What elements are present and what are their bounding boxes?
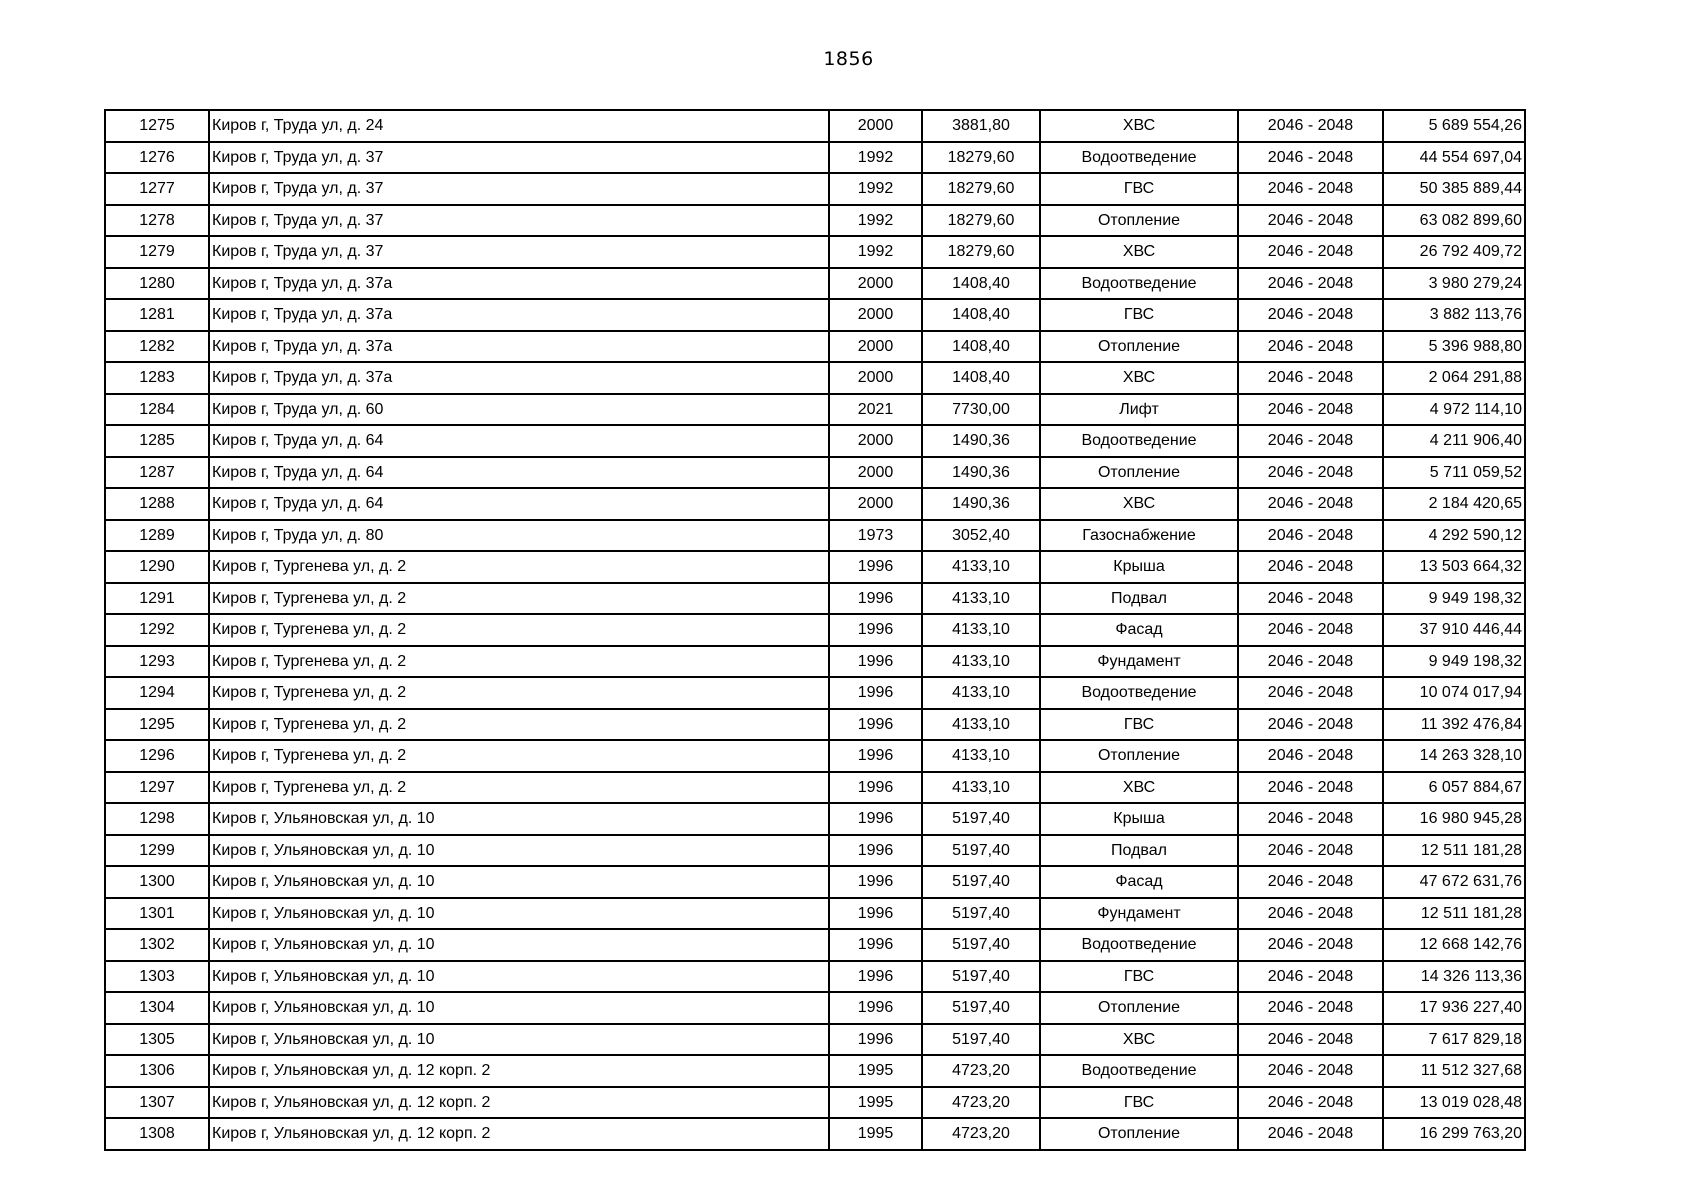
work-type-cell: ХВС [1040,1024,1238,1056]
table-row [105,709,1525,741]
area-cell: 5197,40 [922,961,1040,993]
address-cell: Киров г, Ульяновская ул, д. 10 [209,866,829,898]
row-number-cell: 1296 [105,740,209,772]
row-number-cell: 1300 [105,866,209,898]
table-row [105,835,1525,867]
row-number-cell: 1298 [105,803,209,835]
address-cell: Киров г, Ульяновская ул, д. 10 [209,803,829,835]
address-cell: Киров г, Труда ул, д. 37 [209,142,829,174]
table-row [105,236,1525,268]
cost-cell: 4 972 114,10 [1383,394,1525,426]
period-cell: 2046 - 2048 [1238,488,1383,520]
year-built-cell: 2000 [829,268,922,300]
row-number-cell: 1306 [105,1055,209,1087]
period-cell: 2046 - 2048 [1238,1087,1383,1119]
year-built-cell: 1996 [829,835,922,867]
table-row [105,929,1525,961]
table-row [105,1087,1525,1119]
work-type-cell: Фасад [1040,614,1238,646]
area-cell: 4133,10 [922,583,1040,615]
work-type-cell: Газоснабжение [1040,520,1238,552]
period-cell: 2046 - 2048 [1238,740,1383,772]
period-cell: 2046 - 2048 [1238,331,1383,363]
year-built-cell: 1996 [829,740,922,772]
period-cell: 2046 - 2048 [1238,142,1383,174]
work-type-cell: Водоотведение [1040,425,1238,457]
row-number-cell: 1304 [105,992,209,1024]
cost-cell: 6 057 884,67 [1383,772,1525,804]
year-built-cell: 2000 [829,331,922,363]
work-type-cell: Отопление [1040,1118,1238,1150]
row-number-cell: 1279 [105,236,209,268]
table-row [105,583,1525,615]
period-cell: 2046 - 2048 [1238,866,1383,898]
address-cell: Киров г, Тургенева ул, д. 2 [209,646,829,678]
area-cell: 1490,36 [922,457,1040,489]
work-type-cell: ГВС [1040,299,1238,331]
address-cell: Киров г, Ульяновская ул, д. 12 корп. 2 [209,1087,829,1119]
work-type-cell: ГВС [1040,1087,1238,1119]
address-cell: Киров г, Труда ул, д. 37 [209,205,829,237]
row-number-cell: 1278 [105,205,209,237]
year-built-cell: 1996 [829,646,922,678]
row-number-cell: 1302 [105,929,209,961]
table-row [105,866,1525,898]
cost-cell: 11 392 476,84 [1383,709,1525,741]
period-cell: 2046 - 2048 [1238,394,1383,426]
work-type-cell: Отопление [1040,457,1238,489]
address-cell: Киров г, Тургенева ул, д. 2 [209,709,829,741]
work-type-cell: ХВС [1040,362,1238,394]
cost-cell: 11 512 327,68 [1383,1055,1525,1087]
area-cell: 5197,40 [922,835,1040,867]
cost-cell: 12 511 181,28 [1383,898,1525,930]
period-cell: 2046 - 2048 [1238,299,1383,331]
period-cell: 2046 - 2048 [1238,614,1383,646]
period-cell: 2046 - 2048 [1238,898,1383,930]
address-cell: Киров г, Труда ул, д. 60 [209,394,829,426]
address-cell: Киров г, Ульяновская ул, д. 10 [209,929,829,961]
cost-cell: 14 263 328,10 [1383,740,1525,772]
year-built-cell: 1995 [829,1118,922,1150]
table-row [105,457,1525,489]
address-cell: Киров г, Труда ул, д. 37 [209,236,829,268]
table-row [105,362,1525,394]
cost-cell: 16 299 763,20 [1383,1118,1525,1150]
cost-cell: 12 511 181,28 [1383,835,1525,867]
period-cell: 2046 - 2048 [1238,992,1383,1024]
year-built-cell: 1996 [829,772,922,804]
area-cell: 4723,20 [922,1118,1040,1150]
address-cell: Киров г, Ульяновская ул, д. 10 [209,835,829,867]
work-type-cell: Водоотведение [1040,929,1238,961]
work-type-cell: Фундамент [1040,898,1238,930]
cost-cell: 16 980 945,28 [1383,803,1525,835]
work-type-cell: ХВС [1040,772,1238,804]
table-row [105,677,1525,709]
table-row [105,898,1525,930]
work-type-cell: Отопление [1040,992,1238,1024]
area-cell: 5197,40 [922,866,1040,898]
table-row [105,614,1525,646]
row-number-cell: 1303 [105,961,209,993]
row-number-cell: 1291 [105,583,209,615]
cost-cell: 14 326 113,36 [1383,961,1525,993]
table-row [105,205,1525,237]
year-built-cell: 1995 [829,1055,922,1087]
row-number-cell: 1301 [105,898,209,930]
work-type-cell: ГВС [1040,961,1238,993]
row-number-cell: 1282 [105,331,209,363]
year-built-cell: 1996 [829,677,922,709]
cost-cell: 13 019 028,48 [1383,1087,1525,1119]
year-built-cell: 1992 [829,205,922,237]
cost-cell: 4 211 906,40 [1383,425,1525,457]
year-built-cell: 1996 [829,929,922,961]
address-cell: Киров г, Ульяновская ул, д. 10 [209,961,829,993]
table-row [105,803,1525,835]
table-row [105,173,1525,205]
period-cell: 2046 - 2048 [1238,268,1383,300]
address-cell: Киров г, Ульяновская ул, д. 12 корп. 2 [209,1055,829,1087]
row-number-cell: 1308 [105,1118,209,1150]
period-cell: 2046 - 2048 [1238,362,1383,394]
cost-cell: 50 385 889,44 [1383,173,1525,205]
period-cell: 2046 - 2048 [1238,709,1383,741]
cost-cell: 9 949 198,32 [1383,646,1525,678]
work-type-cell: Фундамент [1040,646,1238,678]
year-built-cell: 1992 [829,173,922,205]
year-built-cell: 2000 [829,488,922,520]
address-cell: Киров г, Тургенева ул, д. 2 [209,583,829,615]
year-built-cell: 1996 [829,898,922,930]
year-built-cell: 1996 [829,583,922,615]
address-cell: Киров г, Труда ул, д. 37а [209,268,829,300]
table-row [105,394,1525,426]
address-cell: Киров г, Тургенева ул, д. 2 [209,740,829,772]
row-number-cell: 1283 [105,362,209,394]
area-cell: 7730,00 [922,394,1040,426]
area-cell: 5197,40 [922,1024,1040,1056]
area-cell: 1408,40 [922,331,1040,363]
work-type-cell: Подвал [1040,583,1238,615]
area-cell: 4133,10 [922,677,1040,709]
work-type-cell: Крыша [1040,551,1238,583]
table-row [105,425,1525,457]
row-number-cell: 1276 [105,142,209,174]
cost-cell: 17 936 227,40 [1383,992,1525,1024]
area-cell: 3881,80 [922,110,1040,142]
year-built-cell: 2021 [829,394,922,426]
area-cell: 1408,40 [922,362,1040,394]
table-row [105,740,1525,772]
table-body [105,110,1525,1150]
period-cell: 2046 - 2048 [1238,1024,1383,1056]
row-number-cell: 1299 [105,835,209,867]
row-number-cell: 1287 [105,457,209,489]
work-type-cell: Фасад [1040,866,1238,898]
address-cell: Киров г, Труда ул, д. 37а [209,331,829,363]
address-cell: Киров г, Труда ул, д. 24 [209,110,829,142]
area-cell: 18279,60 [922,236,1040,268]
row-number-cell: 1297 [105,772,209,804]
area-cell: 1408,40 [922,268,1040,300]
table-row [105,299,1525,331]
work-type-cell: Водоотведение [1040,268,1238,300]
work-type-cell: ХВС [1040,236,1238,268]
period-cell: 2046 - 2048 [1238,425,1383,457]
cost-cell: 63 082 899,60 [1383,205,1525,237]
year-built-cell: 1992 [829,142,922,174]
table-row [105,110,1525,142]
work-type-cell: ГВС [1040,173,1238,205]
row-number-cell: 1277 [105,173,209,205]
year-built-cell: 1996 [829,709,922,741]
address-cell: Киров г, Тургенева ул, д. 2 [209,551,829,583]
cost-cell: 3 980 279,24 [1383,268,1525,300]
row-number-cell: 1292 [105,614,209,646]
period-cell: 2046 - 2048 [1238,646,1383,678]
area-cell: 1408,40 [922,299,1040,331]
table-row [105,992,1525,1024]
work-type-cell: Подвал [1040,835,1238,867]
period-cell: 2046 - 2048 [1238,520,1383,552]
area-cell: 5197,40 [922,803,1040,835]
table-row [105,520,1525,552]
cost-cell: 12 668 142,76 [1383,929,1525,961]
period-cell: 2046 - 2048 [1238,173,1383,205]
table-row [105,646,1525,678]
work-type-cell: Отопление [1040,331,1238,363]
period-cell: 2046 - 2048 [1238,961,1383,993]
work-type-cell: Лифт [1040,394,1238,426]
period-cell: 2046 - 2048 [1238,1118,1383,1150]
cost-cell: 4 292 590,12 [1383,520,1525,552]
year-built-cell: 1996 [829,992,922,1024]
table-row [105,772,1525,804]
period-cell: 2046 - 2048 [1238,772,1383,804]
cost-cell: 3 882 113,76 [1383,299,1525,331]
area-cell: 5197,40 [922,898,1040,930]
period-cell: 2046 - 2048 [1238,205,1383,237]
period-cell: 2046 - 2048 [1238,583,1383,615]
area-cell: 4133,10 [922,646,1040,678]
row-number-cell: 1280 [105,268,209,300]
year-built-cell: 2000 [829,425,922,457]
work-type-cell: Отопление [1040,740,1238,772]
cost-cell: 7 617 829,18 [1383,1024,1525,1056]
work-type-cell: Водоотведение [1040,142,1238,174]
cost-cell: 5 396 988,80 [1383,331,1525,363]
area-cell: 18279,60 [922,205,1040,237]
cost-cell: 5 689 554,26 [1383,110,1525,142]
year-built-cell: 1996 [829,961,922,993]
address-cell: Киров г, Ульяновская ул, д. 12 корп. 2 [209,1118,829,1150]
data-table [104,109,1526,1151]
period-cell: 2046 - 2048 [1238,835,1383,867]
area-cell: 18279,60 [922,142,1040,174]
cost-cell: 44 554 697,04 [1383,142,1525,174]
address-cell: Киров г, Ульяновская ул, д. 10 [209,992,829,1024]
address-cell: Киров г, Труда ул, д. 37а [209,362,829,394]
row-number-cell: 1289 [105,520,209,552]
address-cell: Киров г, Тургенева ул, д. 2 [209,614,829,646]
row-number-cell: 1288 [105,488,209,520]
table-row [105,961,1525,993]
year-built-cell: 1992 [829,236,922,268]
row-number-cell: 1294 [105,677,209,709]
cost-cell: 2 064 291,88 [1383,362,1525,394]
row-number-cell: 1284 [105,394,209,426]
cost-cell: 10 074 017,94 [1383,677,1525,709]
year-built-cell: 2000 [829,110,922,142]
year-built-cell: 1996 [829,803,922,835]
period-cell: 2046 - 2048 [1238,803,1383,835]
area-cell: 5197,40 [922,992,1040,1024]
work-type-cell: Крыша [1040,803,1238,835]
address-cell: Киров г, Труда ул, д. 64 [209,457,829,489]
page-number: 1856 [823,48,874,70]
year-built-cell: 1996 [829,551,922,583]
work-type-cell: ГВС [1040,709,1238,741]
table-row [105,1024,1525,1056]
cost-cell: 9 949 198,32 [1383,583,1525,615]
work-type-cell: ХВС [1040,488,1238,520]
area-cell: 1490,36 [922,425,1040,457]
table-row [105,268,1525,300]
area-cell: 4133,10 [922,551,1040,583]
table-row [105,551,1525,583]
year-built-cell: 2000 [829,457,922,489]
cost-cell: 37 910 446,44 [1383,614,1525,646]
area-cell: 3052,40 [922,520,1040,552]
table-row [105,331,1525,363]
period-cell: 2046 - 2048 [1238,457,1383,489]
area-cell: 4133,10 [922,772,1040,804]
area-cell: 4133,10 [922,709,1040,741]
address-cell: Киров г, Труда ул, д. 37а [209,299,829,331]
area-cell: 4133,10 [922,614,1040,646]
year-built-cell: 1973 [829,520,922,552]
year-built-cell: 1995 [829,1087,922,1119]
work-type-cell: Водоотведение [1040,1055,1238,1087]
row-number-cell: 1275 [105,110,209,142]
cost-cell: 2 184 420,65 [1383,488,1525,520]
year-built-cell: 2000 [829,299,922,331]
period-cell: 2046 - 2048 [1238,929,1383,961]
cost-cell: 13 503 664,32 [1383,551,1525,583]
row-number-cell: 1290 [105,551,209,583]
work-type-cell: Водоотведение [1040,677,1238,709]
year-built-cell: 1996 [829,866,922,898]
address-cell: Киров г, Тургенева ул, д. 2 [209,772,829,804]
area-cell: 5197,40 [922,929,1040,961]
table-row [105,1055,1525,1087]
year-built-cell: 1996 [829,614,922,646]
year-built-cell: 2000 [829,362,922,394]
cost-cell: 26 792 409,72 [1383,236,1525,268]
address-cell: Киров г, Труда ул, д. 64 [209,488,829,520]
table-row [105,1118,1525,1150]
period-cell: 2046 - 2048 [1238,677,1383,709]
address-cell: Киров г, Ульяновская ул, д. 10 [209,1024,829,1056]
cost-cell: 47 672 631,76 [1383,866,1525,898]
cost-cell: 5 711 059,52 [1383,457,1525,489]
row-number-cell: 1285 [105,425,209,457]
row-number-cell: 1281 [105,299,209,331]
address-cell: Киров г, Тургенева ул, д. 2 [209,677,829,709]
row-number-cell: 1307 [105,1087,209,1119]
period-cell: 2046 - 2048 [1238,551,1383,583]
period-cell: 2046 - 2048 [1238,110,1383,142]
area-cell: 4723,20 [922,1055,1040,1087]
row-number-cell: 1305 [105,1024,209,1056]
row-number-cell: 1295 [105,709,209,741]
area-cell: 4723,20 [922,1087,1040,1119]
period-cell: 2046 - 2048 [1238,236,1383,268]
address-cell: Киров г, Ульяновская ул, д. 10 [209,898,829,930]
address-cell: Киров г, Труда ул, д. 37 [209,173,829,205]
work-type-cell: Отопление [1040,205,1238,237]
area-cell: 18279,60 [922,173,1040,205]
address-cell: Киров г, Труда ул, д. 64 [209,425,829,457]
year-built-cell: 1996 [829,1024,922,1056]
work-type-cell: ХВС [1040,110,1238,142]
table-row [105,142,1525,174]
area-cell: 1490,36 [922,488,1040,520]
row-number-cell: 1293 [105,646,209,678]
area-cell: 4133,10 [922,740,1040,772]
table-row [105,488,1525,520]
period-cell: 2046 - 2048 [1238,1055,1383,1087]
address-cell: Киров г, Труда ул, д. 80 [209,520,829,552]
